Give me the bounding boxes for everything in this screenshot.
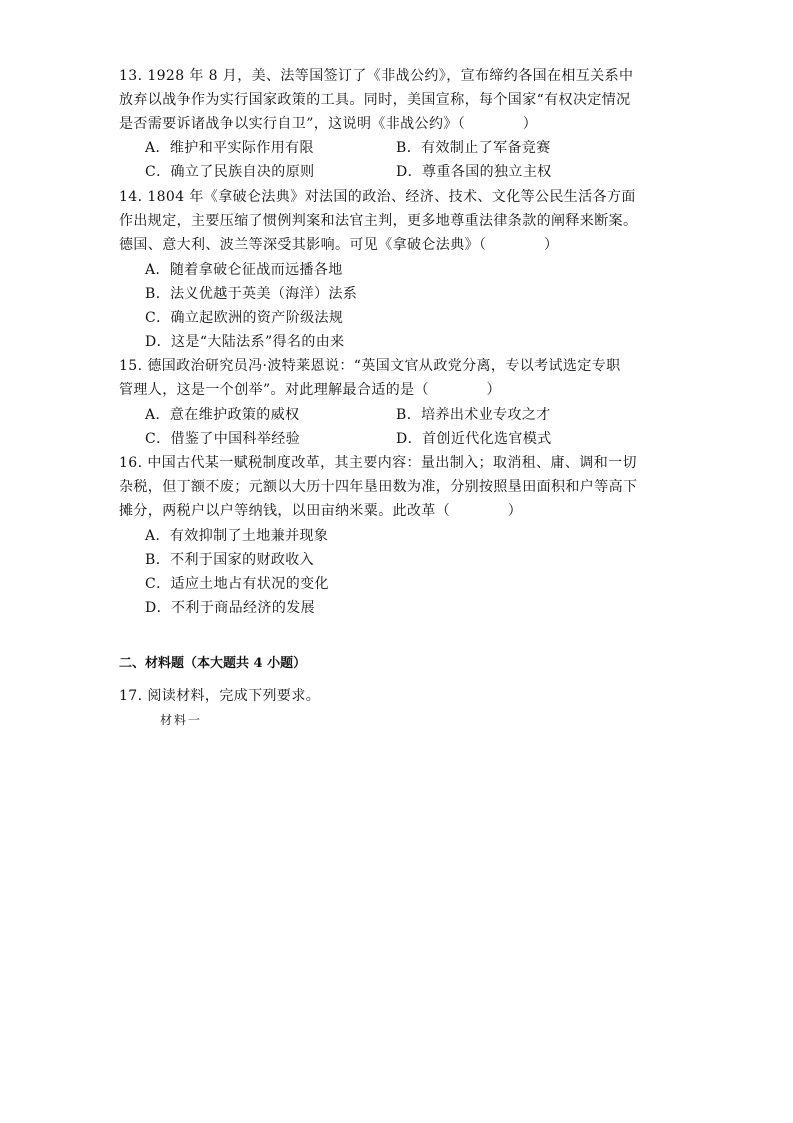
q13-line-2: 放弃以战争作为实行国家政策的工具。同时，美国宣称，每个国家“有权决定情况 <box>119 92 631 108</box>
q15-line-2: 管理人，这是一个创举”。对此理解最合适的是（ ） <box>119 382 501 398</box>
q14-line-3: 德国、意大利、波兰等深受其影响。可见《拿破仑法典》（ ） <box>119 237 559 253</box>
q16-option-b: B．不利于国家的财政收入 <box>145 552 315 568</box>
q15-option-d: D．首创近代化选官模式 <box>396 431 552 447</box>
q15-option-c: C．借鉴了中国科举经验 <box>145 431 301 447</box>
q16-option-c: C．适应土地占有状况的变化 <box>145 576 329 592</box>
q13-option-a: A．维护和平实际作用有限 <box>145 140 314 156</box>
q14-line-2: 作出规定，主要压缩了惯例判案和法官主判，更多地尊重法律条款的阐释来断案。 <box>119 213 638 229</box>
q14-line-1: 14. 1804 年《拿破仑法典》对法国的政治、经济、技术、文化等公民生活各方面 <box>119 189 636 205</box>
q13-option-d: D．尊重各国的独立主权 <box>396 164 552 180</box>
q17-line-1: 17. 阅读材料，完成下列要求。 <box>119 688 321 704</box>
q15-option-a: A．意在维护政策的威权 <box>145 407 300 423</box>
q13-line-3: 是否需要诉诸战争以实行自卫”，这说明《非战公约》（ ） <box>119 116 538 132</box>
q14-option-c: C．确立起欧洲的资产阶级法规 <box>145 310 344 326</box>
q15-option-b: B．培养出术业专攻之才 <box>396 407 551 423</box>
q17-material-label: 材料一 <box>160 713 203 727</box>
q13-option-b: B．有效制止了军备竞赛 <box>396 140 551 156</box>
q14-option-a: A．随着拿破仑征战而远播各地 <box>145 262 343 278</box>
q16-line-2: 杂税，但丁额不废；元额以大历十四年垦田数为准，分别按照垦田面积和户等高下 <box>119 479 638 495</box>
q16-line-3: 摊分，两税户以户等纳钱，以田亩纳米粟。此改革（ ） <box>119 503 523 519</box>
q14-option-d: D．这是“大陆法系”得名的由来 <box>145 334 345 350</box>
q13-line-1: 13. 1928 年 8 月，美、法等国签订了《非战公约》，宣布缔约各国在相互关系中 <box>119 68 634 84</box>
q13-option-c: C．确立了民族自决的原则 <box>145 164 315 180</box>
q15-line-1: 15. 德国政治研究员冯·波特莱恩说：“英国文官从政党分离，专以考试选定专职 <box>119 358 621 374</box>
q16-line-1: 16. 中国古代某一赋税制度改革，其主要内容：量出制入；取消租、庸、调和一切 <box>119 455 637 471</box>
q16-option-d: D．不利于商品经济的发展 <box>145 600 316 616</box>
q14-option-b: B．法义优越于英美（海洋）法系 <box>145 286 358 302</box>
section-heading: 二、材料题（本大题共 4 小题） <box>119 656 307 671</box>
q16-option-a: A．有效抑制了土地兼并现象 <box>145 528 329 544</box>
